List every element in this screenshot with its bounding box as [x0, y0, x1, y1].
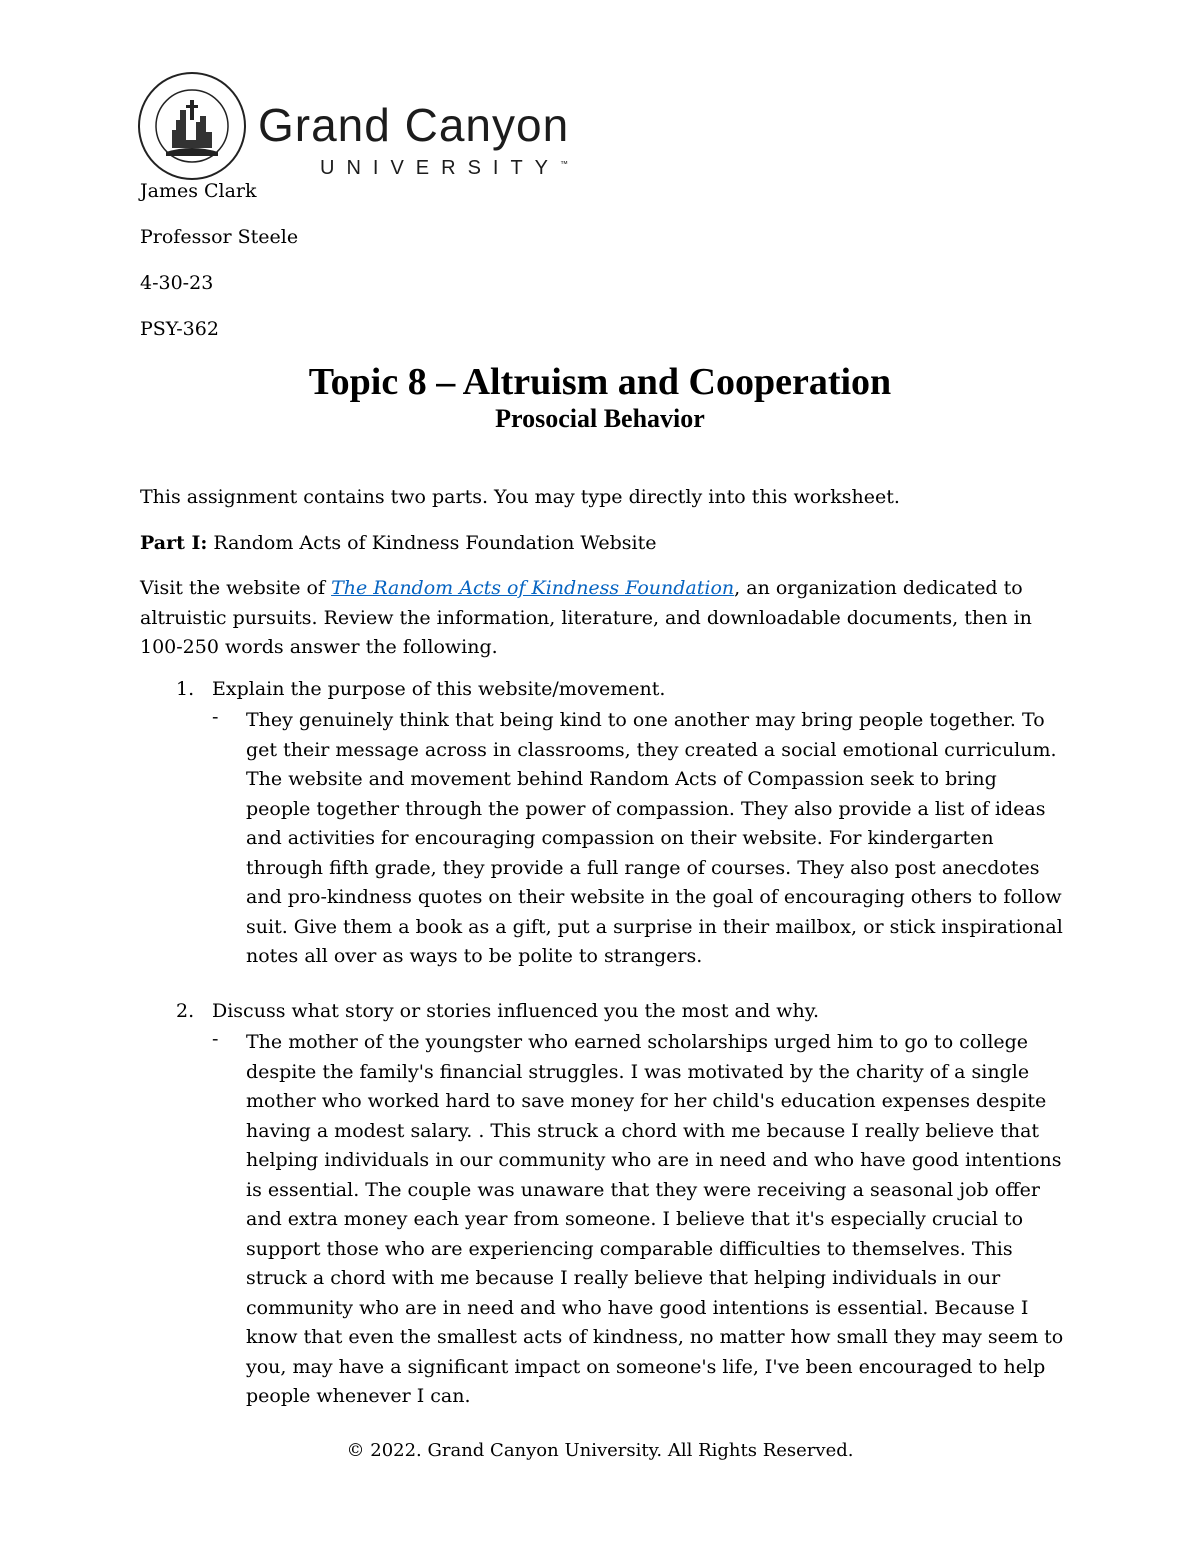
answer-bullet: - [212, 706, 219, 728]
answer-text: The mother of the youngster who earned scholarships urged him to go to college despite the family's financial struggles. I was motivated by the charity of a single mother who worked hard to save money for her child's education expenses despite having a modest salary. . This struck a chord with me because I really believe that helping individuals in our community who are in need and who have good intentions is essential. The couple was unaware that they were receiving a seasonal job offer and extra money each year from someone. I believe that it's especially crucial to support those who are experiencing comparable difficulties to themselves. This struck a chord with me because I really believe that helping individuals in our community who are in need and who have good intentions is essential. Because I know that even the smallest acts of kindness, no matter how small they may seem to you, may have a significant impact on someone's life, I've been encouraged to help people whenever I can. [246, 1031, 1064, 1407]
university-seal-icon [136, 70, 248, 182]
wordmark-line1: Grand Canyon [258, 99, 570, 151]
wordmark-line2: UNIVERSITY™ [320, 157, 569, 179]
part1-instructions: Visit the website of The Random Acts of Kindness Foundation, an organization dedicated to altruistic pursuits. Review the information, literature, and downloadable documents, then in 100-250 words answer the following. [140, 577, 1032, 658]
course-code: PSY-362 [140, 318, 219, 340]
copyright-footer: © 2022. Grand Canyon University. All Rights Reserved. [346, 1440, 854, 1461]
page-title: Topic 8 – Altruism and Cooperation [308, 361, 892, 403]
part1-heading [140, 532, 1060, 554]
student-name: James Clark [140, 180, 257, 202]
intro-text: This assignment contains two parts. You may type directly into this worksheet. [140, 486, 900, 508]
question-text: Explain the purpose of this website/movement. [212, 678, 666, 700]
part1-label: Part I: [140, 532, 208, 554]
professor-name: Professor Steele [140, 226, 299, 248]
assignment-date: 4-30-23 [140, 272, 214, 294]
answer-bullet: - [212, 1028, 219, 1050]
raok-foundation-link[interactable]: The Random Acts of Kindness Foundation [331, 577, 735, 599]
question-number: 2. [176, 1000, 195, 1022]
question-text: Discuss what story or stories influenced you the most and why. [212, 1000, 820, 1022]
page-subtitle: Prosocial Behavior [495, 404, 705, 433]
answer-text: They genuinely think that being kind to one another may bring people together. To get their message across in classrooms, they created a social emotional curriculum. The website and movement behind Random Acts of Compassion seek to bring people together through the power of compassion. They also provide a list of ideas and activities for encouraging compassion on their website. For kindergarten through fifth grade, they provide a full range of courses. They also post anecdotes and pro-kindness quotes on their website in the goal of encouraging others to follow suit. Give them a book as a gift, put a surprise in their mailbox, or stick inspirational notes all over as ways to be polite to strangers. [246, 709, 1063, 967]
part1-title: Random Acts of Kindness Foundation Website [207, 532, 657, 554]
university-logo [136, 70, 626, 182]
question-number: 1. [176, 678, 195, 700]
